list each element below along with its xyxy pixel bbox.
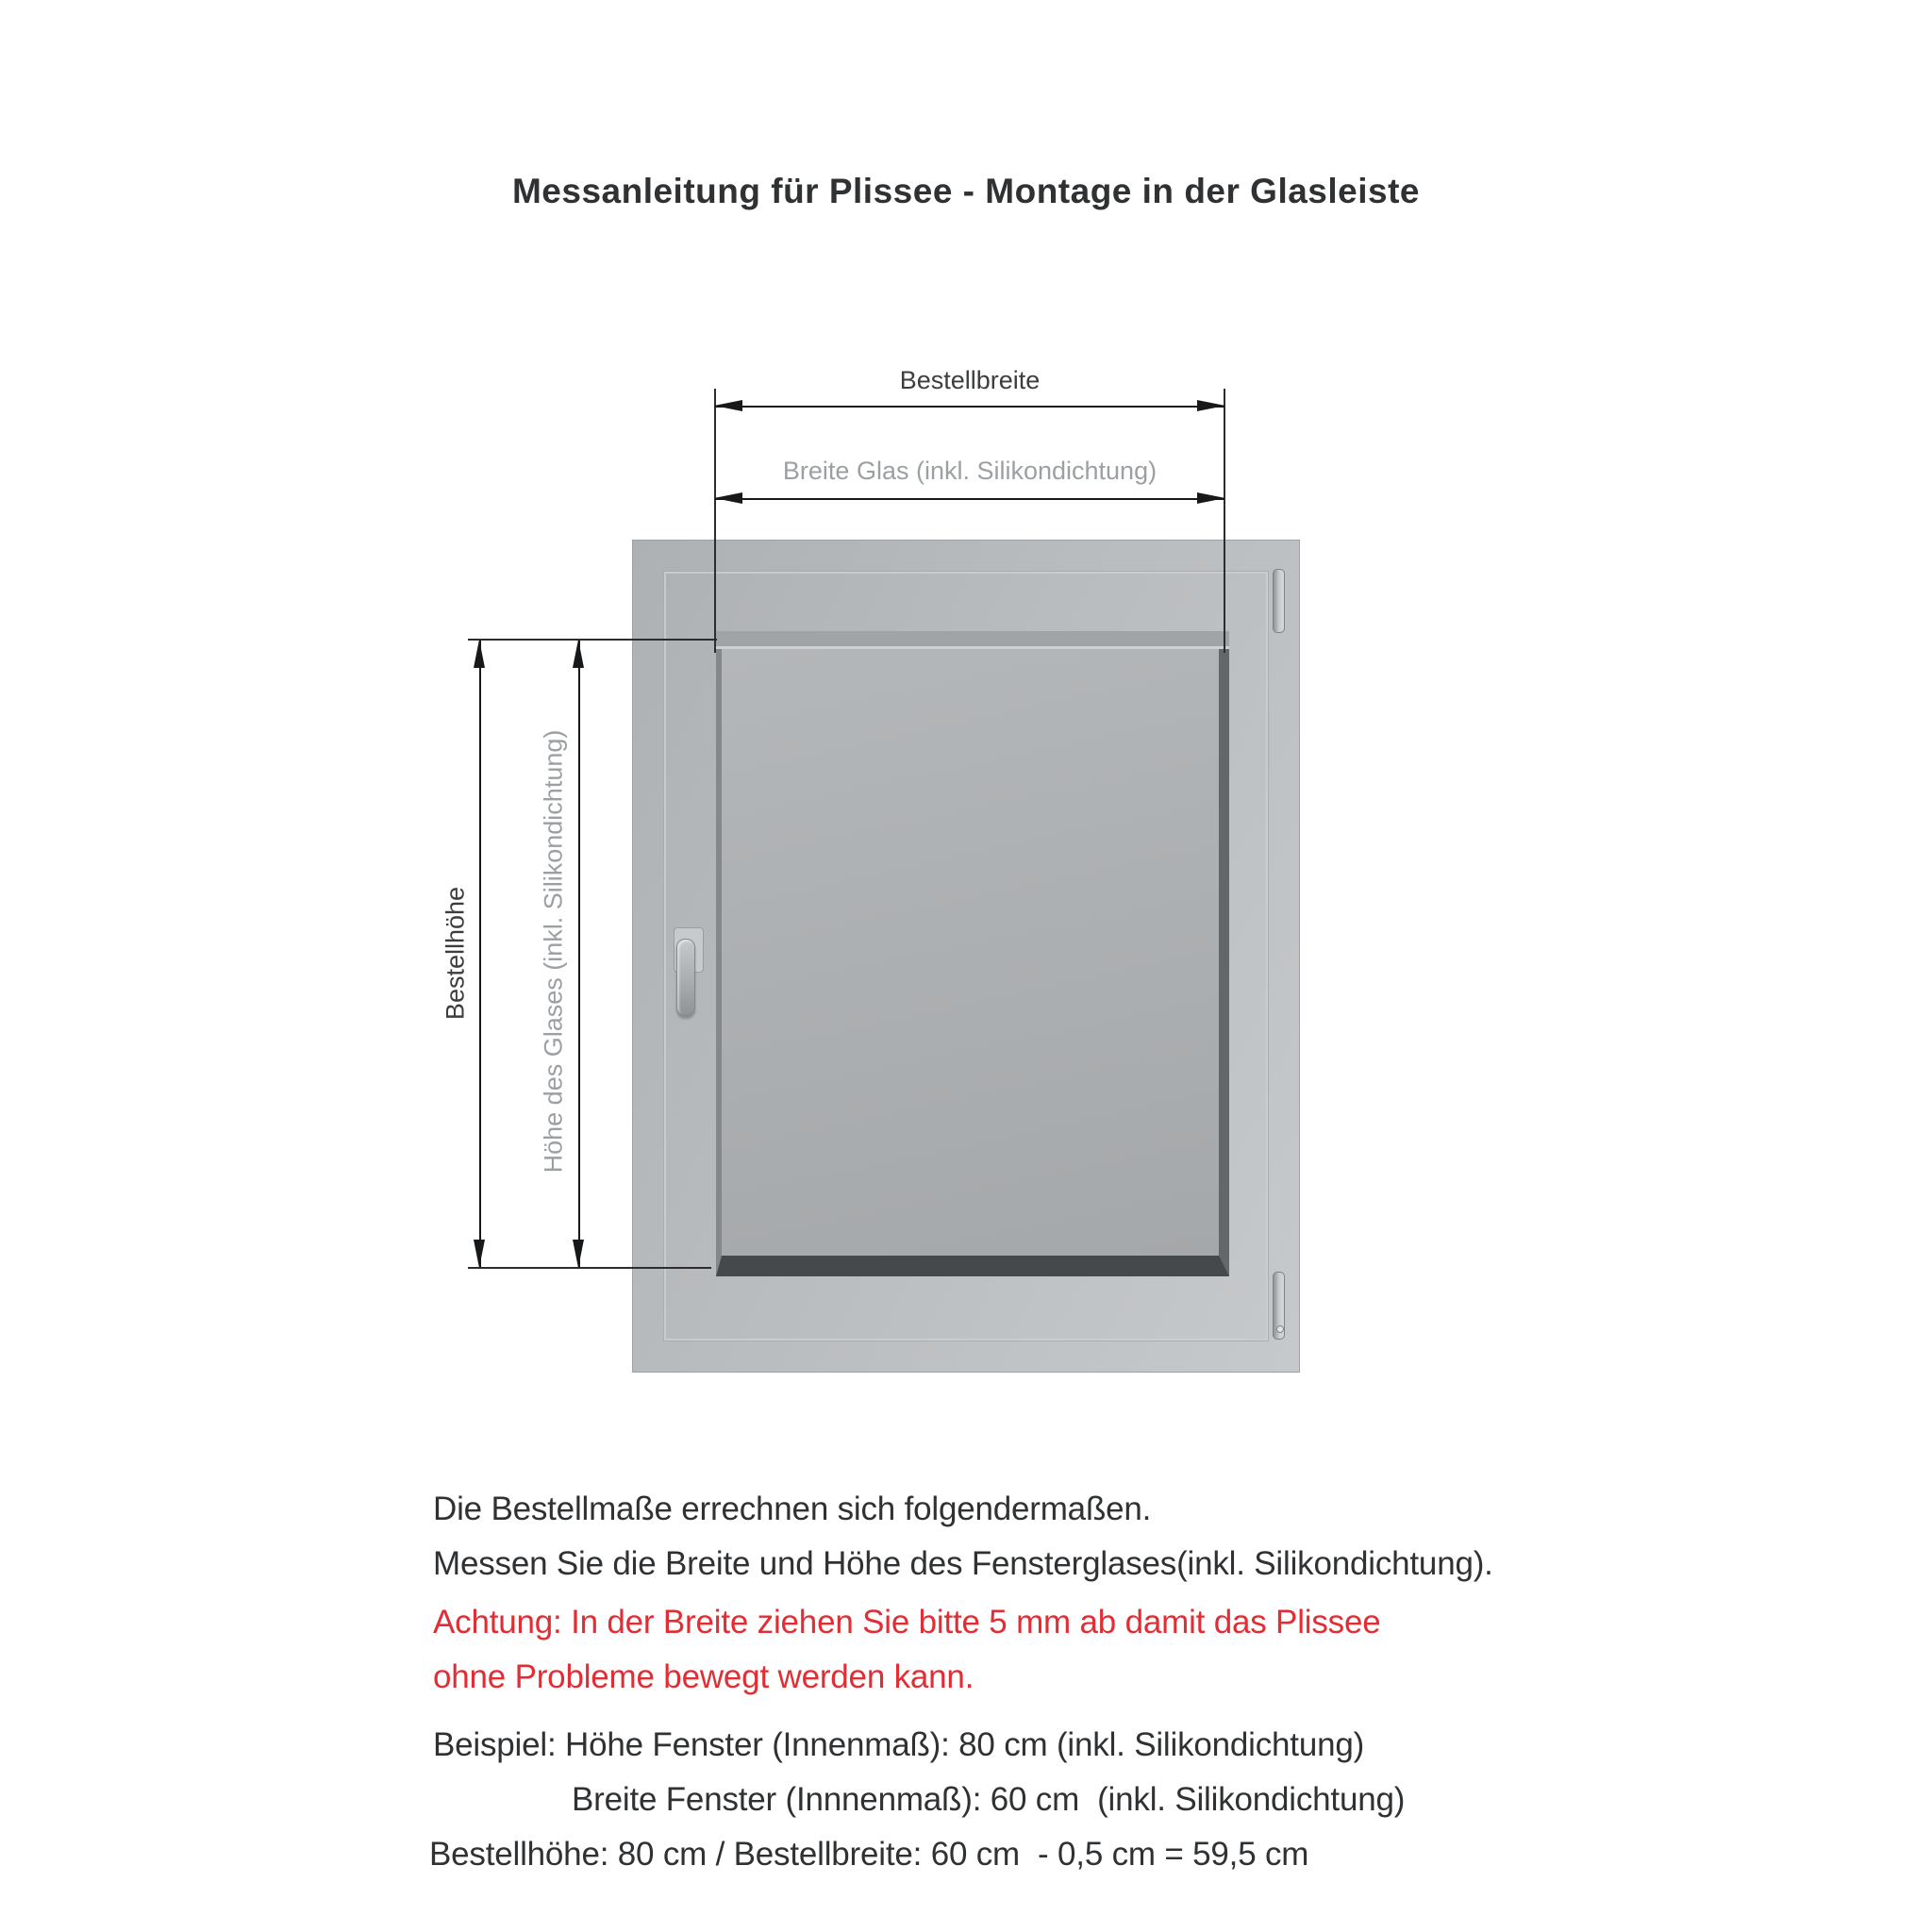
order-height-label: Bestellhöhe <box>441 886 470 1021</box>
example-line-2: Breite Fenster (Innnenmaß): 60 cm (inkl. Silikondichtung) <box>572 1781 1406 1818</box>
example-line-3: Bestellhöhe: 80 cm / Bestellbreite: 60 cm - 0,5 cm = 59,5 cm <box>429 1836 1309 1873</box>
instruction-line-2: Messen Sie die Breite und Höhe des Fensterglases(inkl. Silikondichtung). <box>433 1545 1493 1582</box>
arrowhead-left-icon <box>714 400 742 411</box>
glass-width-label: Breite Glas (inkl. Silikondichtung) <box>782 457 1158 485</box>
order-width-label: Bestellbreite <box>899 366 1041 394</box>
glazing-bead <box>716 631 1229 649</box>
warning-line-2: ohne Probleme bewegt werden kann. <box>433 1658 974 1695</box>
order-height-arrow <box>479 641 481 1267</box>
width-extension-line-left <box>714 389 716 653</box>
warning-line-1: Achtung: In der Breite ziehen Sie bitte 5 mm ab damit das Plissee <box>433 1604 1381 1641</box>
arrowhead-down-icon <box>474 1240 485 1268</box>
window-hinge-bottom <box>1273 1272 1285 1340</box>
height-extension-line-bottom <box>468 1267 711 1269</box>
arrowhead-up-icon <box>573 640 584 668</box>
hinge-screw-hole <box>1276 1325 1284 1333</box>
glass-height-arrow <box>578 641 580 1267</box>
arrowhead-up-icon <box>474 640 485 668</box>
arrowhead-down-icon <box>573 1240 584 1268</box>
height-extension-line-top <box>468 639 717 641</box>
page-title: Messanleitung für Plissee - Montage in der Glasleiste <box>511 172 1421 210</box>
width-extension-line-right <box>1224 389 1225 653</box>
window-frame <box>632 540 1300 1373</box>
arrowhead-left-icon <box>714 492 742 504</box>
window-handle <box>676 939 695 1016</box>
glass-height-label: Höhe des Glases (inkl. Silikondichtung) <box>539 729 568 1174</box>
arrowhead-right-icon <box>1197 400 1225 411</box>
arrowhead-right-icon <box>1197 492 1225 504</box>
example-line-1: Beispiel: Höhe Fenster (Innenmaß): 80 cm (inkl. Silikondichtung) <box>433 1726 1365 1763</box>
order-width-arrow <box>715 406 1224 408</box>
instruction-line-1: Die Bestellmaße errechnen sich folgendermaßen. <box>433 1491 1152 1527</box>
window-glass <box>716 649 1229 1276</box>
window-hinge-top <box>1273 569 1285 633</box>
glass-width-arrow <box>715 498 1224 500</box>
